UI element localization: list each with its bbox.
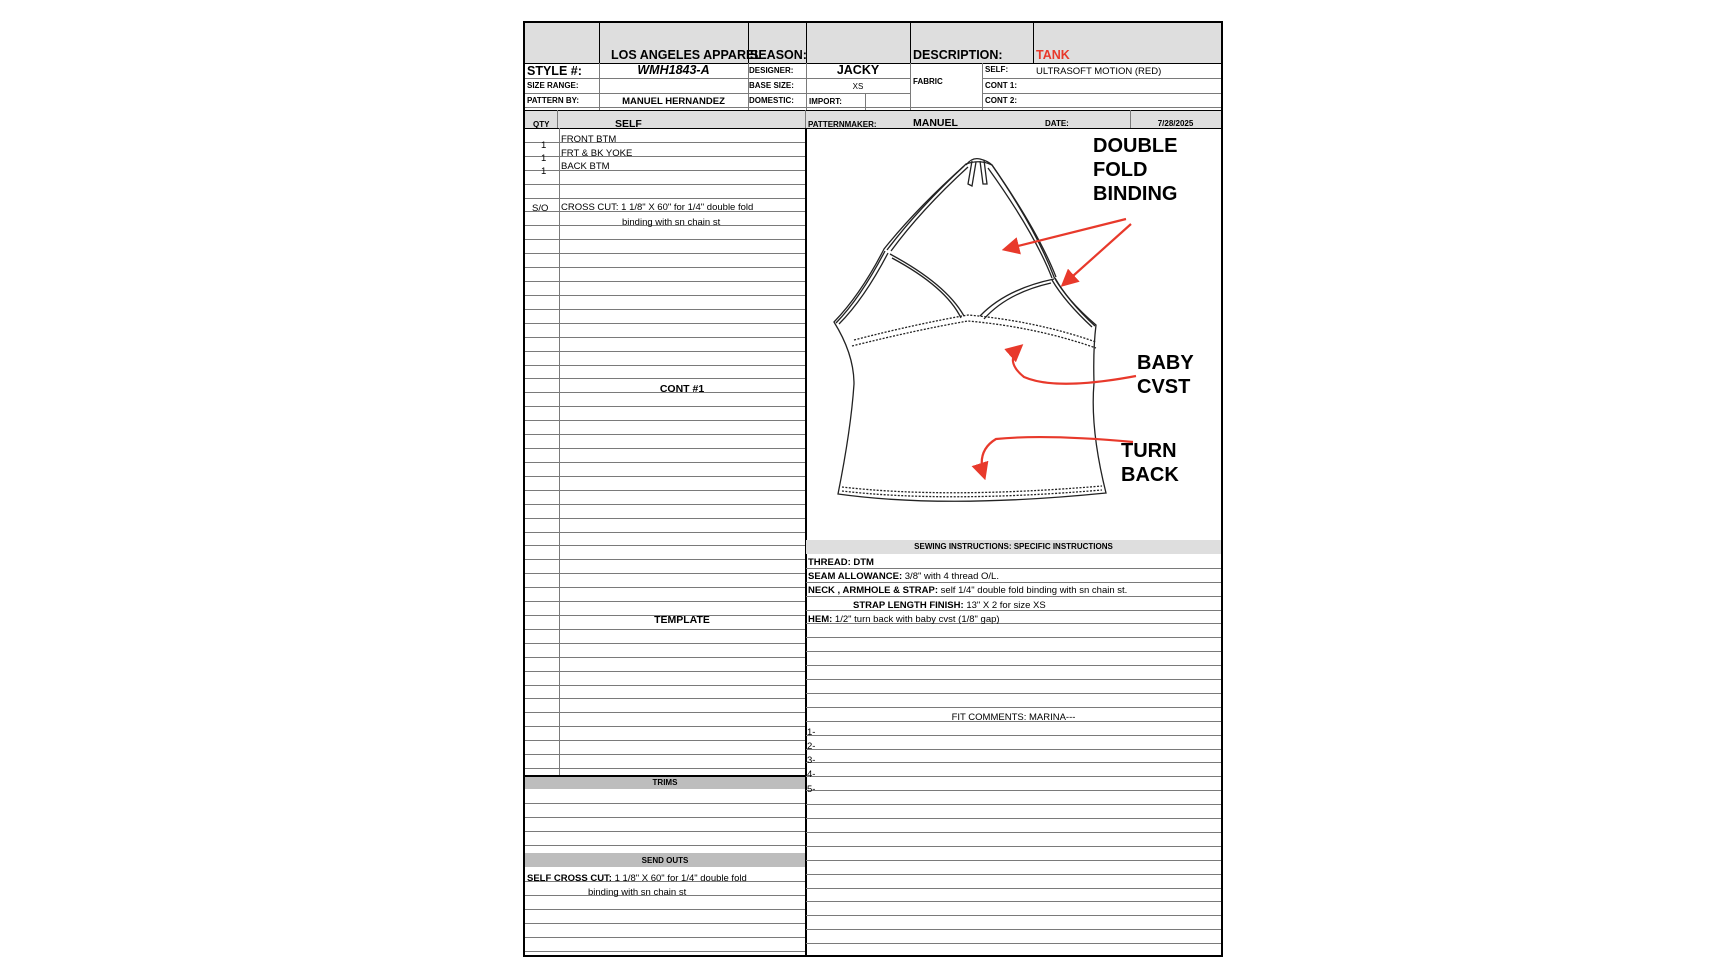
grid-row-line: [525, 365, 805, 366]
designer-value: JACKY: [836, 63, 880, 77]
sewing-header: SEWING INSTRUCTIONS: SPECIFIC INSTRUCTIONS: [914, 542, 1113, 551]
grid-row-line: [525, 420, 805, 421]
instruction-row-line: [806, 749, 1221, 750]
fit-item: 2-: [807, 741, 816, 752]
description-label: DESCRIPTION:: [913, 48, 1003, 62]
instruction-row-line: [806, 818, 1221, 819]
trims-row-line: [525, 817, 805, 818]
fit-item: 3-: [807, 755, 816, 766]
callout-line: BABY: [1137, 352, 1194, 374]
grid-row-line: [525, 267, 805, 268]
fit-item: 4-: [807, 769, 816, 780]
fabric-label: FABRIC: [913, 77, 943, 86]
grid-row-line: [525, 518, 805, 519]
cont1-label: CONT 1:: [985, 81, 1017, 90]
grid-row-line: [525, 351, 805, 352]
instruction-row-line: [806, 832, 1221, 833]
instruction-row-line: [806, 888, 1221, 889]
instruction-row-line: [806, 943, 1221, 944]
grid-row-line: [525, 309, 805, 310]
grid-row-line: [525, 712, 805, 713]
thread-instruction: THREAD: DTM: [808, 557, 874, 568]
grid-row-line: [525, 434, 805, 435]
grid-row-line: [525, 337, 805, 338]
instruction-row-line: [806, 901, 1221, 902]
sendout-line1: CROSS CUT: 1 1/8" X 60" for 1/4" double fold: [561, 202, 754, 213]
strap-instruction: [853, 601, 1046, 611]
grid-row-line: [525, 476, 805, 477]
piece-desc: FRONT BTM: [561, 134, 617, 145]
fit-comments-header: FIT COMMENTS: MARINA---: [951, 712, 1076, 723]
send-outs-header: SEND OUTS: [641, 856, 689, 865]
grid-row-line: [525, 559, 805, 560]
template-header: TEMPLATE: [654, 614, 710, 626]
grid-row-line: [525, 685, 805, 686]
trims-row-line: [525, 831, 805, 832]
piece-qty: 1: [541, 166, 547, 177]
instruction-row-line: [806, 929, 1221, 930]
strap-label: STRAP LENGTH FINISH:: [853, 600, 964, 611]
piece-desc: FRT & BK YOKE: [561, 148, 633, 159]
instruction-row-line: [806, 790, 1221, 791]
instruction-row-line: [806, 915, 1221, 916]
instruction-row-line: [806, 568, 1221, 569]
grid-row-line: [525, 253, 805, 254]
style-label: STYLE #:: [527, 64, 582, 78]
grid-row-line: [525, 448, 805, 449]
designer-label: DESIGNER:: [749, 66, 794, 75]
instruction-row-line: [806, 874, 1221, 875]
seam-instruction: [808, 572, 999, 582]
self-header: SELF: [615, 118, 642, 130]
size-range-label: SIZE RANGE:: [527, 81, 579, 90]
instruction-row-line: [806, 735, 1221, 736]
import-label: IMPORT:: [809, 97, 842, 106]
binding-callout: [1093, 134, 1177, 206]
hem-value: 1/2" turn back with baby cvst (1/8" gap): [834, 614, 1000, 625]
patternmaker-value: MANUEL: [913, 117, 958, 129]
company-name: LOS ANGELES APPAREL: [611, 48, 762, 62]
self-fabric-value: ULTRASOFT MOTION (RED): [1036, 66, 1162, 77]
callout-line: TURN: [1121, 440, 1177, 462]
callout-line: BACK: [1121, 464, 1179, 486]
callout-line: CVST: [1137, 376, 1191, 398]
instruction-row-line: [806, 582, 1221, 583]
instruction-row-line: [806, 846, 1221, 847]
neck-label: NECK , ARMHOLE & STRAP:: [808, 585, 939, 596]
piece-desc: BACK BTM: [561, 161, 610, 172]
grid-row-line: [525, 545, 805, 546]
grid-row-line: [525, 239, 805, 240]
grid-row-line: [525, 671, 805, 672]
grid-row-line: [525, 740, 805, 741]
sendout-line2: binding with sn chain st: [622, 217, 721, 228]
grid-row-line: [525, 532, 805, 533]
instruction-row-line: [806, 762, 1221, 763]
send-outs-label: SELF CROSS CUT:: [527, 873, 612, 884]
cvst-callout: [1137, 351, 1194, 399]
callout-line: DOUBLE: [1093, 135, 1178, 157]
pattern-by-label: PATTERN BY:: [527, 96, 579, 105]
grid-row-line: [525, 490, 805, 491]
send-outs-line2: binding with sn chain st: [588, 887, 687, 898]
self-label: SELF:: [985, 65, 1009, 74]
cont1-header: CONT #1: [659, 383, 705, 395]
seam-value: 3/8" with 4 thread O/L.: [904, 571, 999, 582]
tank-outline-icon: [834, 159, 1106, 502]
qty-header: QTY: [533, 120, 550, 129]
date-value: 7/28/2025: [1157, 119, 1194, 128]
seam-label: SEAM ALLOWANCE:: [808, 571, 903, 582]
grid-row-line: [525, 573, 805, 574]
grid-row-line: [525, 601, 805, 602]
grid-row-line: [525, 281, 805, 282]
grid-row-line: [525, 629, 805, 630]
piece-qty: 1: [541, 140, 547, 151]
callout-line: BINDING: [1093, 183, 1178, 205]
grid-row-line: [525, 504, 805, 505]
season-label: SEASON:: [750, 48, 807, 62]
sendout-qty: S/O: [532, 203, 549, 214]
send-outs-row-line: [525, 937, 805, 938]
grid-row-line: [525, 323, 805, 324]
trims-row-line: [525, 803, 805, 804]
send-outs-value: 1 1/8" X 60" for 1/4" double fold: [614, 873, 747, 884]
grid-row-line: [525, 726, 805, 727]
instruction-row-line: [806, 776, 1221, 777]
domestic-label: DOMESTIC:: [749, 96, 794, 105]
patternmaker-label: PATTERNMAKER:: [808, 120, 877, 129]
instruction-row-line: [806, 665, 1221, 666]
instruction-row-line: [806, 637, 1221, 638]
style-number: WMH1843-A: [637, 63, 710, 77]
send-outs-row-line: [525, 909, 805, 910]
grid-row-line: [525, 406, 805, 407]
grid-row-line: [525, 587, 805, 588]
grid-row-line: [525, 657, 805, 658]
description-value: TANK: [1036, 48, 1070, 62]
pattern-by-value: MANUEL HERNANDEZ: [622, 96, 725, 107]
base-size-value: XS: [852, 82, 864, 91]
grid-row-line: [525, 754, 805, 755]
grid-row-line: [525, 378, 805, 379]
cont2-label: CONT 2:: [985, 96, 1017, 105]
trims-row-line: [525, 845, 805, 846]
fit-item: 5-: [807, 784, 816, 795]
piece-qty: 1: [541, 153, 547, 164]
date-label: DATE:: [1045, 119, 1069, 128]
instruction-row-line: [806, 860, 1221, 861]
grid-row-line: [525, 462, 805, 463]
callout-line: FOLD: [1093, 159, 1148, 181]
instruction-row-line: [806, 707, 1221, 708]
instruction-row-line: [806, 679, 1221, 680]
grid-row-line: [525, 643, 805, 644]
grid-row-line: [525, 698, 805, 699]
trims-header: TRIMS: [652, 778, 678, 787]
fit-item: 1-: [807, 727, 816, 738]
instruction-row-line: [806, 596, 1221, 597]
tech-sheet: [523, 21, 1223, 957]
hem-instruction: [808, 615, 1000, 625]
instruction-row-line: [806, 804, 1221, 805]
hem-label: HEM:: [808, 614, 833, 625]
base-size-label: BASE SIZE:: [749, 81, 794, 90]
strap-value: 13" X 2 for size XS: [966, 600, 1046, 611]
turnback-callout: [1121, 439, 1179, 487]
grid-row-line: [525, 295, 805, 296]
grid-row-line: [525, 184, 805, 185]
instruction-row-line: [806, 651, 1221, 652]
instruction-row-line: [806, 693, 1221, 694]
grid-row-line: [525, 768, 805, 769]
grid-row-line: [525, 198, 805, 199]
send-outs-row-line: [525, 923, 805, 924]
send-outs-row-line: [525, 951, 805, 952]
neck-value: self 1/4" double fold binding with sn chain st.: [940, 585, 1128, 596]
neck-instruction: [808, 586, 1127, 596]
send-outs-line1: [527, 874, 747, 884]
